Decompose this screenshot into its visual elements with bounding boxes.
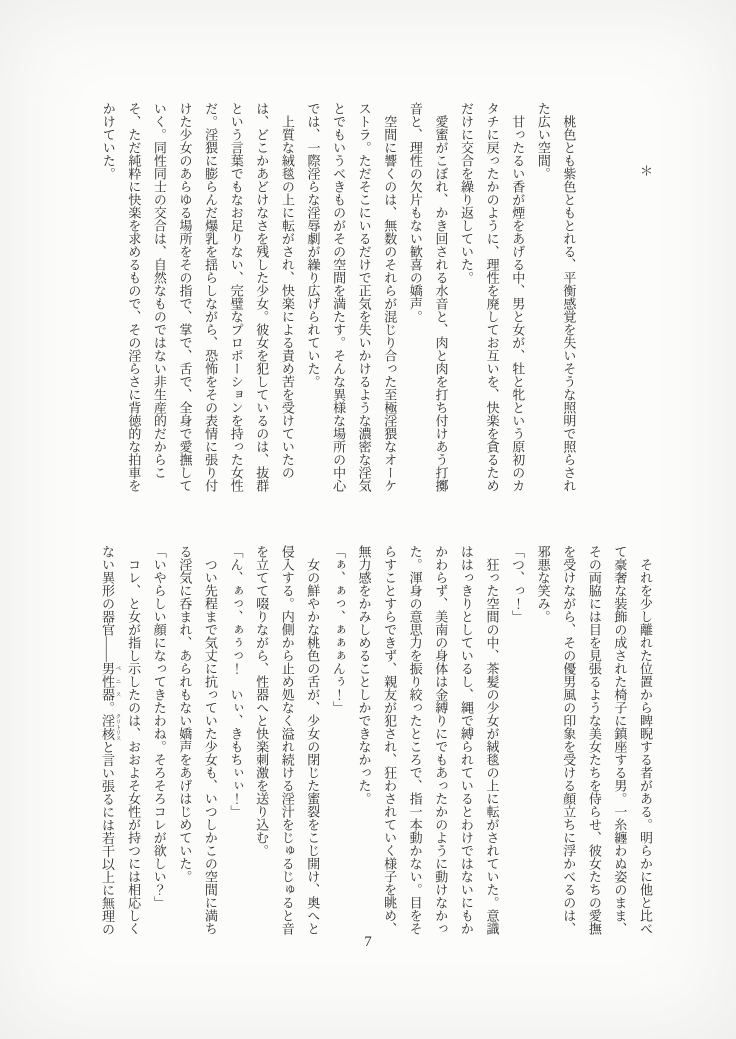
- text-line: 侵入する。内側から止め処なく溢れ続ける淫汁をじゅるじゅると音: [279, 545, 295, 935]
- top-text-block: [92, 102, 658, 494]
- text-line: 上質な絨毯の上に転がされ、快楽による責め苦を受けていたの: [279, 115, 295, 479]
- text-line: 無力感をかみしめることしかできなかった。: [356, 545, 372, 805]
- text-line: かけていた。: [100, 102, 116, 180]
- ruby-annotated-word: 淫核 クリトリス: [100, 713, 121, 742]
- text-line: 狂った空間の中、茶髪の少女が絨毯の上に転がされていた。意識: [484, 558, 500, 935]
- text-line: けた少女のあらゆる場所をその指で、掌で、舌で、全身で愛撫して: [177, 102, 193, 492]
- text-line: では、一際淫らな淫辱劇が繰り広げられていた。: [305, 102, 321, 388]
- text-line: た広い空間。: [535, 102, 551, 180]
- text-line: て豪奢な装飾の成された椅子に鎮座する男。一糸纏わぬ姿のまま、: [612, 545, 628, 935]
- text-line: かわらず、美南の身体は金縛りにでもあったかのように動けなかっ: [433, 545, 449, 935]
- text-line: 「つ、っ！」: [510, 545, 526, 623]
- text-line: を受けながら、その優男風の印象を受ける顔立ちに浮かべるのは、: [561, 545, 577, 935]
- text-line: た。渾身の意思力を振り絞ったところで、指一本動かない。目をそ: [407, 545, 423, 935]
- text-line: ははっきりとしているし、縄で縛られているとわけではないにもか: [458, 545, 474, 935]
- section-break-marker: ＊: [638, 164, 653, 177]
- text-line: という言葉でもなお足りない、完璧なプロポーションを持った女性: [228, 102, 244, 492]
- text-line: いく。同性同士の交合は、自然なものではない非生産的だからこ: [151, 102, 167, 479]
- bottom-text-block: [92, 545, 658, 937]
- text-line: 音と、理性の欠片もない歓喜の嬌声。: [407, 102, 423, 323]
- text-line: 「ん、ぁっ、ぁぅっ！ いぃ、きもちぃぃ！」: [228, 545, 244, 818]
- text-line: つい先程まで気丈に抗っていた少女も、いつしかこの空間に満ち: [202, 558, 218, 935]
- text-line: を立てて啜りながら、性器へと快楽刺激を送り込む。: [254, 545, 270, 857]
- text-line: る淫気に呑まれ、あられもない嬌声をあげはじめていた。: [177, 545, 193, 883]
- text-line: 桃色とも紫色ともとれる、平衡感覚を失いそうな照明で照らされ: [561, 115, 577, 492]
- text-line: そ、ただ純粋に快楽を求めるもので、その淫らさに背徳的な拍車を: [126, 102, 142, 492]
- text-line: は、どこかあどけなさを残した少女。彼女を犯しているのは、抜群: [254, 102, 270, 492]
- text-line: 女の鮮やかな桃色の舌が、少女の閉じた蜜裂をこじ開け、奥へと: [305, 558, 321, 935]
- text-line: とでもいうべきものがその空間を満たす。そんな異様な場所の中心: [331, 102, 347, 492]
- text-line: その両脇には目を見張るような美女たちを侍らせ、彼女たちの愛撫: [586, 545, 602, 935]
- text-line: らすことすらできず、親友が犯され、狂わされていく様子を眺め、: [382, 545, 398, 935]
- text-line: タチに戻ったかのように、理性を廃してお互いを、快楽を貪るため: [484, 102, 500, 492]
- text-line: 邪悪な笑み。: [535, 545, 551, 623]
- text-line: だけに交合を繰り返していた。: [459, 102, 475, 284]
- ruby-annotated-word: 男性器 ペニス: [100, 662, 121, 701]
- text-line: 「ぁ、ぁっ、ぁぁぁんぅ！」: [330, 545, 346, 714]
- text-line: 「いやらしい顔になってきたわね。そろそろコレが欲しい？」: [151, 545, 167, 909]
- text-line: 甘ったるい香が煙をあげる中、男と女が、牡と牝という原初のカ: [510, 115, 526, 492]
- text-line: コレ、と女が指し示したのは、おおよそ女性が持つには相応しく: [126, 558, 142, 935]
- page-number: 7: [364, 934, 372, 950]
- text-line: ストラ。ただそこにいるだけで正気を失いかけるような濃密な淫気: [356, 102, 372, 492]
- text-line: ない異形の器官――男性器 ペニス。淫核 クリトリスと言い張るには若干以上に無理の: [100, 545, 121, 936]
- text-line: 空間に響くのは、無数のそれらが混じり合った至極淫猥なオーケ: [382, 115, 398, 492]
- text-line: 愛蜜がこぼれ、かき回される水音と、肉と肉を打ち付けあう打擲: [433, 115, 449, 492]
- text-line: それを少し離れた位置から睥睨する者がある。明らかに他と比べ: [638, 558, 653, 935]
- text-line: だ。淫猥に膨らんだ爆乳を揺らしながら、恐怖をその表情に張り付: [203, 102, 219, 492]
